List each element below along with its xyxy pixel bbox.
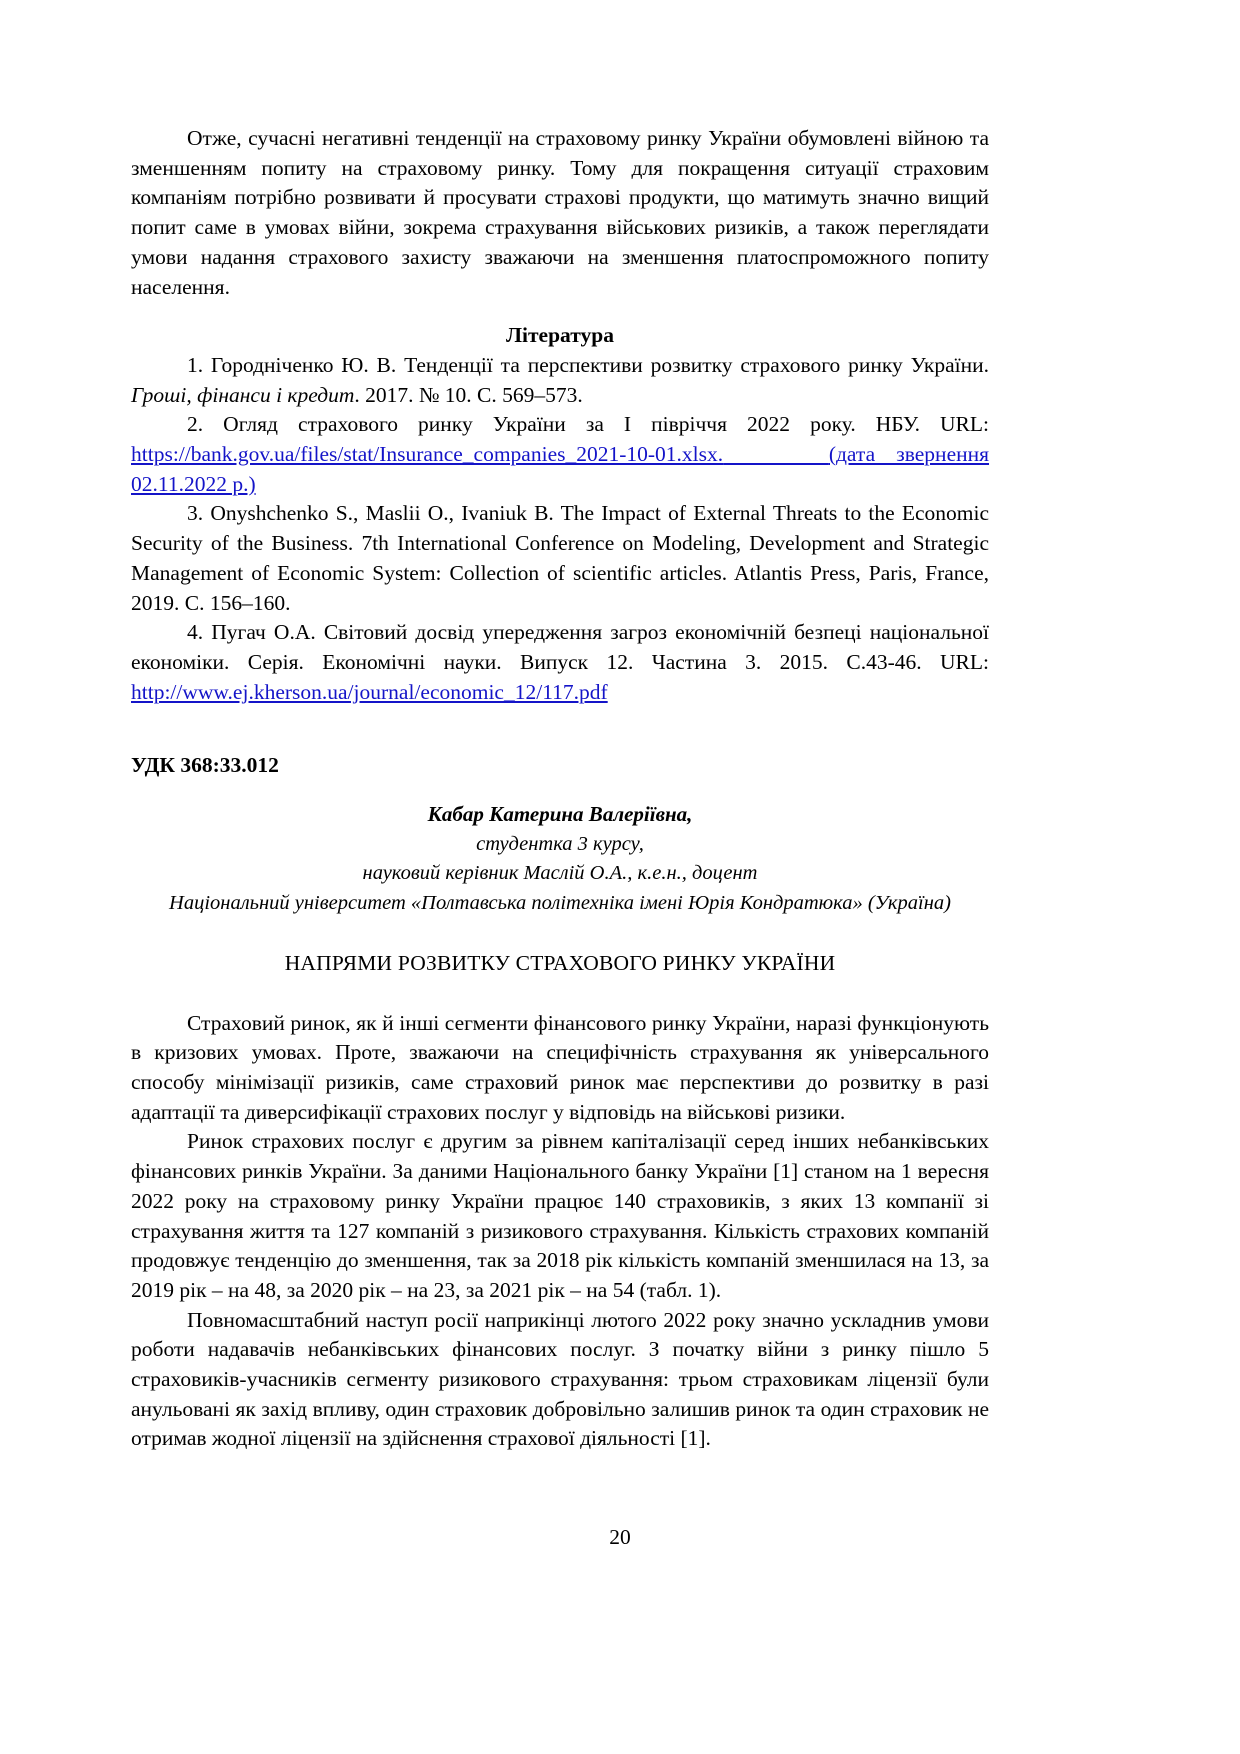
reference-3-text: Onyshchenko S., Maslii O., Ivaniuk B. The Impact of External Threats to the Economic Security of the Business. 7th International Conference on Modeling, Development and Strategic Management of Economic System: Collection of scientific articles. Atlantis Press, Paris, France, 2019. C. 156–160. bbox=[131, 501, 989, 615]
reference-4-url-link[interactable]: http://www.ej.kherson.ua/journal/economic_12/117.pdf bbox=[131, 679, 608, 704]
udk-code: УДК 368:33.012 bbox=[131, 753, 279, 778]
reference-2-number: 2. bbox=[187, 412, 204, 437]
reference-1-text-after: . 2017. № 10. С. 569–573. bbox=[354, 382, 583, 407]
reference-2-url-link[interactable]: https://bank.gov.ua/files/stat/Insurance_companies_2021-10-01.xlsx. bbox=[131, 442, 724, 467]
spacer bbox=[131, 979, 989, 1009]
reference-3-number: 3. bbox=[187, 501, 204, 526]
conclusion-paragraph: Отже, сучасні негативні тенденції на страховому ринку України обумовлені війною та зменшенням попиту на страховому ринку. Тому для покращення ситуації страховим компаніям потрібно розвивати й просувати страхові продукти, що матимуть значно вищий попит саме в умовах війни, зокрема страхування військових ризиків, а також переглядати умови надання страхового захисту зважаючи на зменшення платоспроможного попиту населення. bbox=[131, 126, 989, 299]
reference-item-3 bbox=[131, 499, 989, 618]
spacer bbox=[131, 781, 989, 800]
spacer bbox=[131, 919, 989, 949]
reference-1-number: 1. bbox=[187, 352, 204, 377]
reference-item-4 bbox=[131, 618, 989, 707]
reference-2-text: Огляд страхового ринку України за І півріччя 2022 року. НБУ. URL: bbox=[203, 412, 989, 437]
author-name: Кабар Катерина Валеріївна, bbox=[427, 802, 693, 827]
body-paragraph-2: Ринок страхових послуг є другим за рівнем капіталізації серед інших небанківських фінансових ринків України. За даними Національного банку України [1] станом на 1 вересня 2022 року на страховому ринку України працює 140 страховиків, з яких 13 компанії зі страхування життя та 127 компаній з ризикового страхування. Кількість страхових компаній продовжує тенденцію до зменшення, так за 2018 рік кількість компаній зменшилася на 13, за 2019 рік – на 48, за 2020 рік – на 23, за 2021 рік – на 54 (табл. 1). bbox=[131, 1129, 989, 1302]
reference-2-access-date bbox=[723, 442, 829, 466]
reference-1-text-before: Городніченко Ю. В. Тенденції та перспективи розвитку страхового ринку України. bbox=[203, 352, 989, 377]
author-status: студентка 3 курсу, bbox=[476, 832, 644, 855]
supervisor-line: науковий керівник Маслій О.А., к.е.н., доцент bbox=[362, 862, 758, 885]
page-content bbox=[131, 124, 989, 1454]
reference-2-access-link[interactable]: (дата звернення 02.11.2022 р.) bbox=[131, 442, 990, 496]
reference-item-1 bbox=[131, 351, 989, 410]
reference-4-text: Пугач О.А. Світовий досвід упередження загроз економічній безпеці національної економіки. Серія. Економічні науки. Випуск 12. Частина 3. 2015. С.43-46. URL: bbox=[131, 620, 989, 674]
spacer bbox=[131, 302, 989, 321]
reference-item-2 bbox=[131, 410, 989, 499]
affiliation-line: Національний університет «Полтавська політехніка імені Юрія Кондратюка» (Україна) bbox=[169, 892, 951, 915]
references-heading: Література bbox=[506, 323, 614, 348]
reference-1-journal: Гроші, фінанси і кредит bbox=[131, 382, 355, 407]
body-paragraph-3: Повномасштабний наступ росії наприкінці лютого 2022 року значно ускладнив умови роботи надавачів небанківських фінансових послуг. З початку війни з ринку пішло 5 страховиків-учасників сегменту ризикового страхування: трьом страховикам ліцензії були анульовані як захід впливу, один страховик добровільно залишив ринок та один страховик не отримав жодної ліцензії на здійснення страхової діяльності [1]. bbox=[131, 1307, 989, 1451]
page-number: 20 bbox=[609, 1525, 631, 1549]
body-paragraph-1: Страховий ринок, як й інші сегменти фінансового ринку України, наразі функціонують в кризових умовах. Проте, зважаючи на специфічність страхування як універсального способу мінімізації ризиків, саме страховий ринок має перспективи до розвитку в разі адаптації та диверсифікації страхових послуг у відповідь на військові ризики. bbox=[131, 1010, 989, 1124]
article-title: НАПРЯМИ РОЗВИТКУ СТРАХОВОГО РИНКУ УКРАЇНИ bbox=[284, 950, 836, 975]
spacer bbox=[131, 707, 989, 751]
reference-4-number: 4. bbox=[187, 620, 204, 645]
